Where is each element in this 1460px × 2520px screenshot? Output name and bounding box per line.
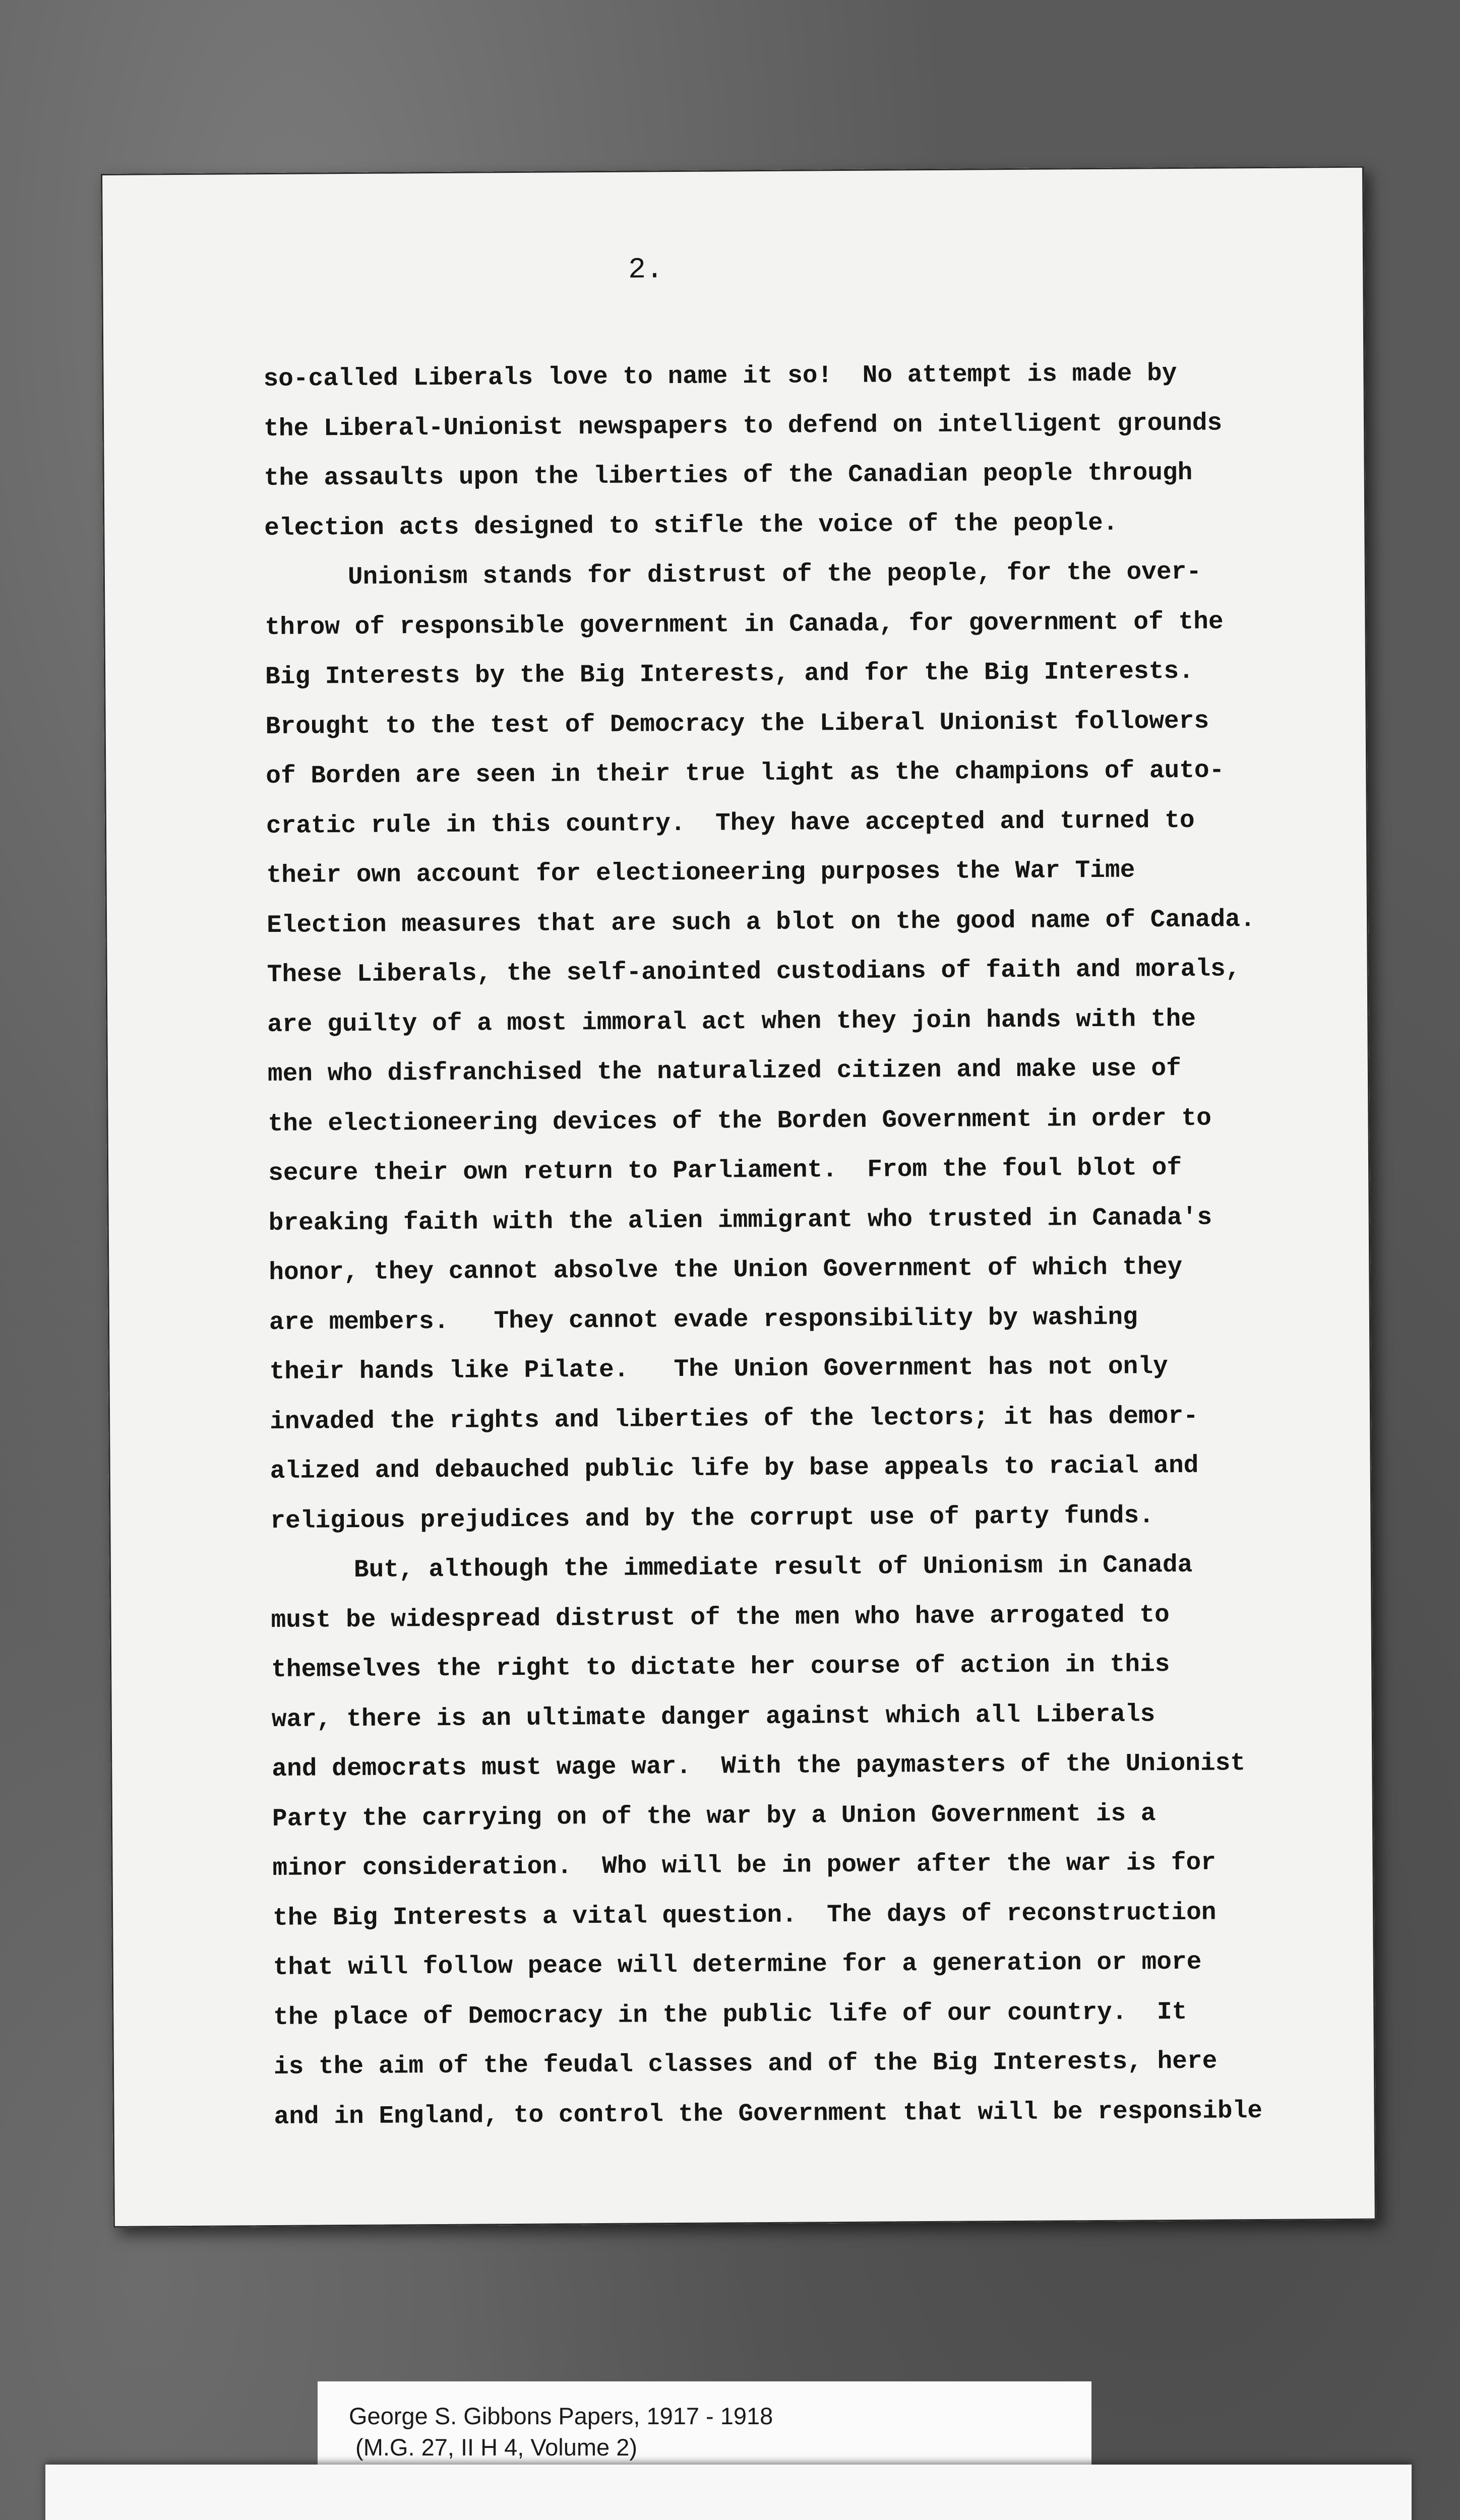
text-line-8: Brought to the test of Democracy the Liberal Unionist followers: [265, 707, 1209, 741]
text-line-1: so-called Liberals love to name it so! No attempt is made by: [263, 359, 1177, 394]
archive-card: [45, 2465, 1412, 2520]
collection-title: George S. Gibbons Papers, 1917 - 1918: [349, 2403, 773, 2429]
page-number: 2.: [628, 254, 664, 287]
typewritten-page: [101, 166, 1376, 2228]
text-line-10: cratic rule in this country. They have accepted and turned to: [266, 806, 1195, 840]
text-line-13: These Liberals, the self-anointed custodians of faith and morals,: [267, 955, 1241, 989]
text-line-7: Big Interests by the Big Interests, and for the Big Interests.: [265, 657, 1194, 691]
text-line-16: the electioneering devices of the Borden Government in order to: [268, 1104, 1212, 1138]
text-line-23: alized and debauched public life by base appeals to racial and: [270, 1451, 1199, 1485]
text-line-29: and democrats must wage war. With the paymasters of the Unionist: [272, 1749, 1246, 1783]
text-line-20: are members. They cannot evade responsibility by washing: [269, 1302, 1138, 1337]
text-line-35: is the aim of the feudal classes and of the Big Interests, here: [273, 2047, 1218, 2081]
text-line-28: war, there is an ultimate danger against which all Liberals: [271, 1699, 1155, 1734]
text-line-31: minor consideration. Who will be in power after the war is for: [272, 1848, 1216, 1882]
text-line-14: are guilty of a most immoral act when they join hands with the: [267, 1004, 1196, 1039]
text-line-6: throw of responsible government in Canada, for government of the: [265, 607, 1224, 642]
page-body: [263, 348, 1348, 2141]
text-line-32: the Big Interests a vital question. The days of reconstruction: [272, 1898, 1216, 1932]
text-line-3: the assaults upon the liberties of the Canadian people through: [264, 458, 1193, 493]
text-line-9: of Borden are seen in their true light as the champions of auto-: [266, 756, 1225, 791]
text-line-27: themselves the right to dictate her course of action in this: [271, 1650, 1170, 1684]
text-line-5: Unionism stands for distrust of the people, for the over-: [347, 557, 1202, 592]
text-line-11: their own account for electioneering purposes the War Time: [266, 856, 1135, 890]
text-line-18: breaking faith with the alien immigrant who trusted in Canada's: [268, 1203, 1212, 1237]
text-line-24: religious prejudices and by the corrupt use of party funds.: [270, 1501, 1154, 1535]
text-line-17: secure their own return to Parliament. From the foul blot of: [268, 1153, 1182, 1188]
text-line-2: the Liberal-Unionist newspapers to defend on intelligent grounds: [263, 408, 1223, 443]
text-line-33: that will follow peace will determine for a generation or more: [273, 1947, 1202, 1982]
text-line-19: honor, they cannot absolve the Union Government of which they: [269, 1252, 1183, 1287]
text-line-4: election acts designed to stifle the voice of the people.: [264, 509, 1118, 542]
collection-reference: (M.G. 27, II H 4, Volume 2): [349, 2434, 638, 2461]
text-line-26: must be widespread distrust of the men who have arrogated to: [271, 1600, 1170, 1634]
text-line-22: invaded the rights and liberties of the lectors; it has demor-: [269, 1402, 1198, 1436]
text-line-36: and in England, to control the Government that will be responsible: [274, 2096, 1263, 2131]
text-line-34: the place of Democracy in the public life of our country. It: [273, 1997, 1187, 2032]
text-line-21: their hands like Pilate. The Union Government has not only: [269, 1352, 1168, 1387]
text-line-15: men who disfranchised the naturalized citizen and make use of: [267, 1054, 1182, 1089]
text-line-12: Election measures that are such a blot on the good name of Canada.: [266, 905, 1255, 939]
text-line-25: But, although the immediate result of Unionism in Canada: [353, 1550, 1193, 1584]
text-line-30: Party the carrying on of the war by a Union Government is a: [272, 1799, 1156, 1833]
